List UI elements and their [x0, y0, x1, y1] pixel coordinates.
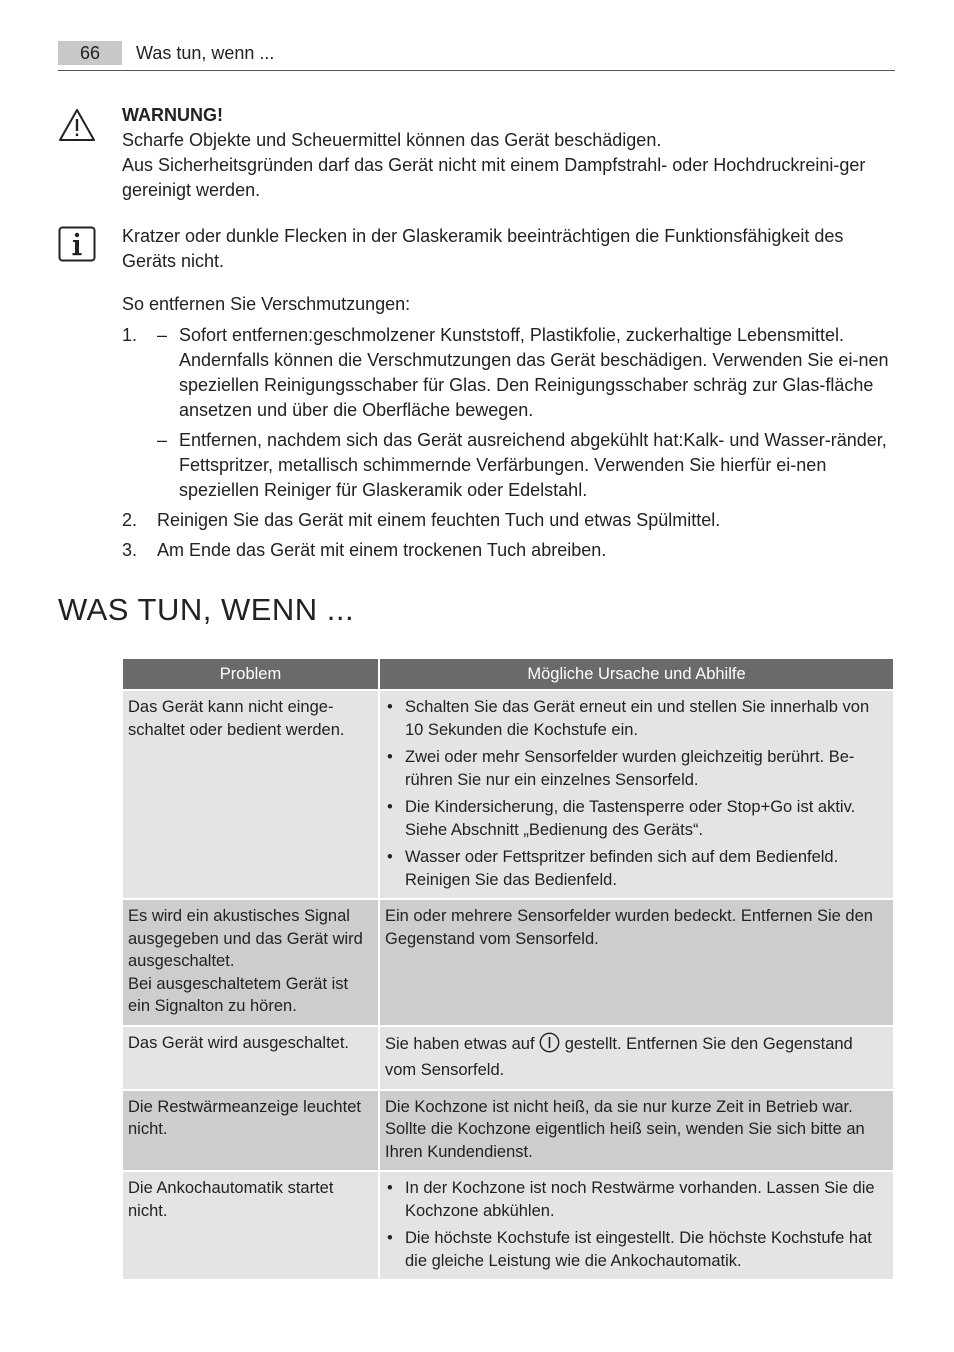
substep: – Entfernen, nachdem sich das Gerät ausreichend abgekühlt hat:Kalk- und Wasser-ränder, Fettspritzer, metallisch schimmernde Verfärbungen. Verwenden Sie hierfür ei-nen speziellen Reiniger für Glaskeramik oder Edelstahl.	[157, 430, 887, 500]
problem-cell: Das Gerät kann nicht einge-schaltet oder bedient werden.	[123, 691, 378, 898]
table-header-row	[123, 659, 893, 689]
substep-text: Kalk- und Wasser-ränder, Fettspritzer, metallisch schimmernde Verfärbungen. Verwenden Sie hierfür ei-nen speziellen Reiniger für Glaskeramik oder Edelstahl.	[179, 430, 887, 500]
warning-triangle-icon	[58, 108, 96, 147]
substep-lead: Sofort entfernen:	[179, 325, 314, 345]
step-number: 1.	[122, 325, 138, 345]
substep-lead: Entfernen, nachdem sich das Gerät ausreichend abgekühlt hat:	[179, 430, 684, 450]
table-row	[123, 691, 893, 898]
problem-cell: Es wird ein akustisches Signal ausgegeben und das Gerät wird ausgeschaltet. Bei ausgeschaltetem Gerät ist ein Signalton zu hören.	[123, 900, 378, 1025]
substep: – Sofort entfernen:geschmolzener Kunststoff, Plastikfolie, zuckerhaltige Lebensmittel. Andernfalls können die Verschmutzungen das Gerät beschädigen. Verwenden Sie ei-nen speziellen Reinigungsschaber für Glas. Den Reinigungsschaber schräg zur Glas-fläche ansetzen und über die Oberfläche bewegen.	[157, 325, 889, 420]
step-2	[122, 508, 897, 533]
solution-bullet: • Wasser oder Fettspritzer befinden sich auf dem Bedienfeld. Reinigen Sie das Bedienfeld.	[385, 846, 888, 891]
table-row	[123, 1172, 893, 1279]
table-row	[123, 1027, 893, 1089]
step-number: 3.	[122, 540, 138, 560]
solution-cell	[380, 691, 893, 898]
page-header	[58, 40, 895, 71]
step-text: Reinigen Sie das Gerät mit einem feuchten Tuch und etwas Spülmittel.	[157, 510, 721, 530]
problem-cell: Das Gerät wird ausgeschaltet.	[123, 1027, 378, 1089]
solution-cell	[380, 1172, 893, 1279]
step-3	[122, 538, 897, 563]
cleaning-intro: So entfernen Sie Verschmutzungen:	[122, 294, 411, 314]
solution-cell: Sie haben etwas auf gestellt. Entfernen Sie den Gegenstand vom Sensorfeld.	[380, 1027, 893, 1089]
step-emphasis: das Gerät mit einem trockenen Tuch abreiben.	[236, 540, 607, 560]
header-title: Was tun, wenn ...	[136, 43, 275, 63]
page-number: 66	[58, 41, 122, 65]
warning-block	[122, 103, 897, 203]
problem-cell: Die Restwärmeanzeige leuchtet nicht.	[123, 1091, 378, 1171]
solution-bullet: • Die höchste Kochstufe ist eingestellt. Die höchste Kochstufe hat die gleiche Leistung wie die Ankochautomatik.	[385, 1227, 888, 1272]
solution-bullet: • Schalten Sie das Gerät erneut ein und stellen Sie innerhalb von 10 Sekunden die Kochstufe ein.	[385, 696, 888, 741]
column-header-problem: Problem	[123, 659, 378, 689]
solution-bullet: • In der Kochzone ist noch Restwärme vorhanden. Lassen Sie die Kochzone abkühlen.	[385, 1177, 888, 1222]
table-row	[123, 1091, 893, 1171]
column-header-solution: Mögliche Ursache und Abhilfe	[380, 659, 893, 689]
cleaning-steps	[122, 323, 897, 563]
warning-emphasis: nicht	[438, 155, 477, 175]
power-icon	[539, 1032, 560, 1060]
solution-cell: Die Kochzone ist nicht heiß, da sie nur kurze Zeit in Betrieb war. Sollte die Kochzone eigentlich heiß sein, wenden Sie sich bitte an Ihren Kundendienst.	[380, 1091, 893, 1171]
troubleshooting-table	[121, 657, 895, 1281]
step-1	[122, 323, 897, 503]
info-text: Kratzer oder dunkle Flecken in der Glaskeramik beeinträchtigen die Funktionsfähigkeit des Geräts nicht.	[122, 226, 844, 271]
solution-bullet: • Die Kindersicherung, die Tastensperre oder Stop+Go ist aktiv. Siehe Abschnitt „Bedienung des Geräts“.	[385, 796, 888, 841]
step-text: Am Ende	[157, 540, 237, 560]
substep-text: geschmolzener Kunststoff, Plastikfolie, zuckerhaltige Lebensmittel. Andernfalls können die Verschmutzungen das Gerät beschädigen. Verwenden Sie ei-nen speziellen Reinigungsschaber für Glas. Den Reinigungsschaber schräg zur Glas-fläche ansetzen und über die Oberfläche bewegen.	[179, 325, 889, 420]
info-icon	[58, 226, 96, 267]
solution-bullet: • Zwei oder mehr Sensorfelder wurden gleichzeitig berührt. Be-rühren Sie nur ein einzelnes Sensorfeld.	[385, 746, 888, 791]
solution-cell: Ein oder mehrere Sensorfelder wurden bedeckt. Entfernen Sie den Gegenstand vom Sensorfeld.	[380, 900, 893, 1025]
warning-line2: Aus Sicherheitsgründen darf das Gerät nicht mit einem Dampfstrahl- oder Hochdruckreini-ger gereinigt werden.	[122, 155, 866, 200]
warning-title: WARNUNG!	[122, 105, 223, 125]
step-number: 2.	[122, 510, 138, 530]
section-title: WAS TUN, WENN ...	[58, 592, 355, 627]
problem-cell: Die Ankochautomatik startet nicht.	[123, 1172, 378, 1279]
table-row	[123, 900, 893, 1025]
warning-line1: Scharfe Objekte und Scheuermittel können das Gerät beschädigen.	[122, 130, 662, 150]
